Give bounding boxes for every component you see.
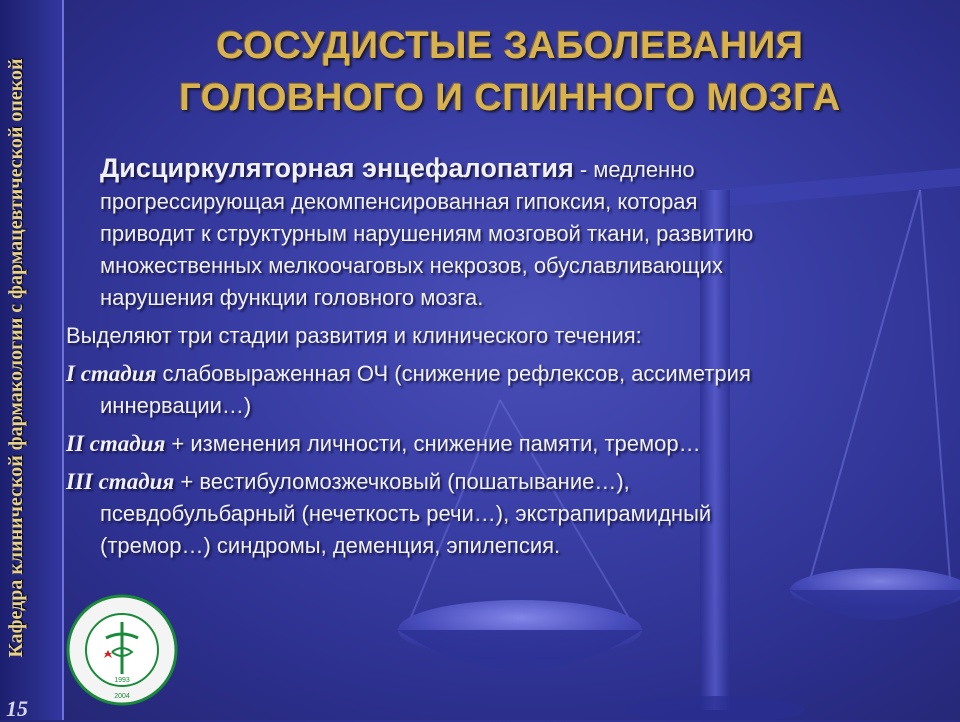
title-line-2: ГОЛОВНОГО И СПИННОГО МОЗГА (179, 77, 841, 119)
stage-3-line-3: (тремор…) синдромы, деменция, эпилепсия. (100, 533, 561, 558)
stage-2-line-1: + изменения личности, снижение памяти, тремор… (165, 431, 701, 456)
definition-term: Дисциркуляторная энцефалопатия (100, 153, 574, 183)
definition-paragraph (66, 152, 946, 314)
department-logo (66, 594, 178, 706)
logo-year-2: 2004 (114, 693, 130, 700)
stage-2-label: II стадия (66, 431, 166, 456)
stage-2 (66, 428, 946, 460)
page-number: 15 (6, 696, 28, 721)
stage-3-line-2: псевдобульбарный (нечеткость речи…), экстрапирамидный (100, 501, 712, 526)
definition-line-5: нарушения функции головного мозга. (100, 285, 484, 310)
definition-line-2: прогрессирующая декомпенсированная гипоксия, которая (100, 189, 698, 214)
stage-1-line-1: слабовыраженная ОЧ (снижение рефлексов, ассиметрия (156, 361, 751, 386)
definition-line-4: множественных мелкоочаговых некрозов, обуславливающих (100, 253, 723, 278)
department-name: Кафедра клинической фармакологии с фармацевтической опекой (5, 58, 27, 658)
definition-line-3: приводит к структурным нарушениям мозговой ткани, развитию (100, 221, 754, 246)
stage-1-label: I стадия (66, 361, 157, 386)
stage-1 (66, 358, 946, 422)
title-line-1: СОСУДИСТЫЕ ЗАБОЛЕВАНИЯ (216, 25, 804, 67)
slide-title (70, 20, 950, 124)
slide-body (66, 152, 946, 562)
stage-1-line-2: иннервации…) (100, 393, 252, 418)
sidebar (0, 0, 64, 720)
definition-line-1: - медленно (573, 157, 695, 182)
stages-intro: Выделяют три стадии развития и клинического течения: (66, 323, 642, 348)
stage-3 (66, 466, 946, 562)
stage-3-line-1: + вестибуломозжечковый (пошатывание…), (174, 469, 630, 494)
logo-year-1: 1993 (114, 677, 130, 684)
stage-3-label: III стадия (66, 469, 175, 494)
